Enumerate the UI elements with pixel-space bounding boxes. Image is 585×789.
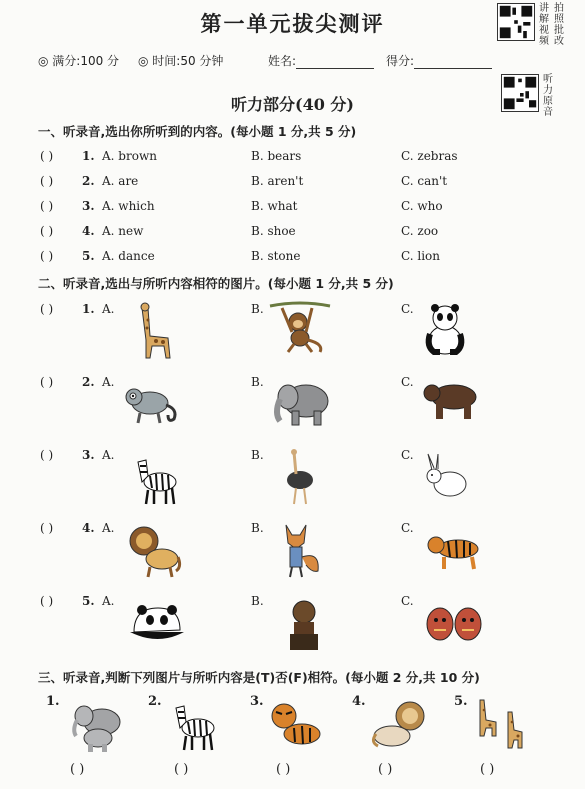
item-number: 5. [454, 694, 468, 709]
answer-blank[interactable]: ( ) [174, 762, 189, 777]
part1-item [40, 174, 560, 194]
page-title: 第一单元拔尖测评 [200, 11, 385, 36]
option-a: A. [102, 375, 115, 389]
part2-item [40, 375, 560, 435]
option-b: B. [251, 594, 264, 608]
elephants-icon[interactable] [64, 700, 124, 752]
option-c: C. [401, 448, 414, 462]
item-number: 3. [250, 694, 264, 709]
part1-item [40, 249, 560, 269]
option-c: C. who [401, 199, 443, 213]
option-b: B. bears [251, 149, 302, 163]
name-field[interactable] [268, 52, 374, 69]
rabbit-icon[interactable] [420, 452, 472, 500]
bear-icon[interactable] [420, 377, 480, 425]
qr-code-video-icon [497, 3, 535, 41]
qr-video-label: 讲解视频 [539, 3, 549, 47]
part1-item [40, 224, 560, 244]
part2-item [40, 594, 560, 656]
zebra-icon[interactable] [168, 698, 220, 752]
option-a: A. new [102, 224, 144, 238]
part2-item [40, 448, 560, 508]
option-b: B. [251, 521, 264, 535]
answer-blank[interactable]: ( ) [40, 249, 54, 263]
answer-blank[interactable]: ( ) [40, 199, 54, 213]
option-c: C. [401, 594, 414, 608]
option-c: C. [401, 521, 414, 535]
answer-blank[interactable]: ( ) [40, 521, 54, 535]
zebra-icon[interactable] [130, 452, 182, 506]
item-number: 4. [82, 224, 95, 238]
answer-blank[interactable]: ( ) [40, 174, 54, 188]
answer-blank[interactable]: ( ) [276, 762, 291, 777]
item-number: 5. [82, 249, 95, 263]
part1-item [40, 149, 560, 169]
option-b: B. stone [251, 249, 301, 263]
answer-blank[interactable]: ( ) [40, 302, 54, 316]
panda-cap-icon[interactable] [128, 602, 186, 646]
answer-blank[interactable]: ( ) [378, 762, 393, 777]
option-b: B. what [251, 199, 298, 213]
item-number: 3. [82, 448, 95, 462]
item-number: 2. [82, 174, 95, 188]
tiger-icon[interactable] [268, 700, 324, 748]
option-c: C. lion [401, 249, 441, 263]
answer-blank[interactable]: ( ) [40, 375, 54, 389]
item-number: 2. [82, 375, 95, 389]
option-a: A. brown [102, 149, 157, 163]
tiger-shoes-icon[interactable] [424, 604, 484, 644]
item-number: 1. [46, 694, 60, 709]
part3-title: 三、听录音,判断下列图片与所听内容是(T)否(F)相符。(每小题 2 分,共 10 分) [38, 670, 480, 685]
full-marks: ◎ 满分:100 分 [38, 54, 120, 68]
lion-icon[interactable] [126, 523, 182, 579]
ostrich-icon[interactable] [280, 448, 320, 506]
item-number: 3. [82, 199, 95, 213]
item-number: 5. [82, 594, 95, 608]
monkey-icon[interactable] [268, 300, 333, 355]
answer-blank[interactable]: ( ) [70, 762, 85, 777]
score-field[interactable] [386, 52, 492, 69]
option-a: A. [102, 594, 115, 608]
part2-item [40, 521, 560, 581]
name-label: 姓名: [268, 54, 297, 68]
qr-audio-label: 听力原音 [543, 74, 553, 118]
score-label: 得分: [386, 54, 415, 68]
option-b: B. [251, 375, 264, 389]
answer-blank[interactable]: ( ) [40, 149, 54, 163]
section-title: 听力部分(40 分) [231, 95, 354, 114]
option-c: C. can't [401, 174, 448, 188]
item-number: 4. [82, 521, 95, 535]
giraffe-icon[interactable] [128, 302, 178, 362]
part3-items [0, 692, 585, 782]
lion-statue-icon[interactable] [286, 598, 322, 652]
qr-correct-label: 拍照批改 [554, 3, 564, 47]
option-a: A. [102, 302, 115, 316]
option-a: A. [102, 521, 115, 535]
option-c: C. [401, 302, 414, 316]
tiger-icon[interactable] [424, 529, 484, 571]
item-number: 1. [82, 149, 95, 163]
option-a: A. which [102, 199, 155, 213]
answer-blank[interactable]: ( ) [40, 224, 54, 238]
chameleon-icon[interactable] [124, 379, 182, 427]
part2-title: 二、听录音,选出与所听内容相符的图片。(每小题 1 分,共 5 分) [38, 276, 394, 291]
item-number: 1. [82, 302, 95, 316]
option-b: B. [251, 302, 264, 316]
item-number: 2. [148, 694, 162, 709]
part1-item [40, 199, 560, 219]
option-c: C. zebras [401, 149, 458, 163]
giraffes-icon[interactable] [472, 696, 528, 752]
answer-blank[interactable]: ( ) [40, 594, 54, 608]
option-b: B. shoe [251, 224, 296, 238]
part2-item [40, 302, 560, 362]
lion-icon[interactable] [370, 698, 430, 752]
option-a: A. are [102, 174, 139, 188]
option-b: B. [251, 448, 264, 462]
elephant-icon[interactable] [270, 377, 334, 429]
option-c: C. zoo [401, 224, 439, 238]
fox-icon[interactable] [276, 521, 326, 579]
option-c: C. [401, 375, 414, 389]
panda-icon[interactable] [420, 302, 470, 357]
option-b: B. aren't [251, 174, 304, 188]
part1-title: 一、听录音,选出你所听到的内容。(每小题 1 分,共 5 分) [38, 124, 357, 139]
answer-blank[interactable]: ( ) [480, 762, 495, 777]
item-number: 4. [352, 694, 366, 709]
time-limit: ◎ 时间:50 分钟 [138, 54, 224, 68]
option-a: A. [102, 448, 115, 462]
answer-blank[interactable]: ( ) [40, 448, 54, 462]
option-a: A. dance [102, 249, 155, 263]
